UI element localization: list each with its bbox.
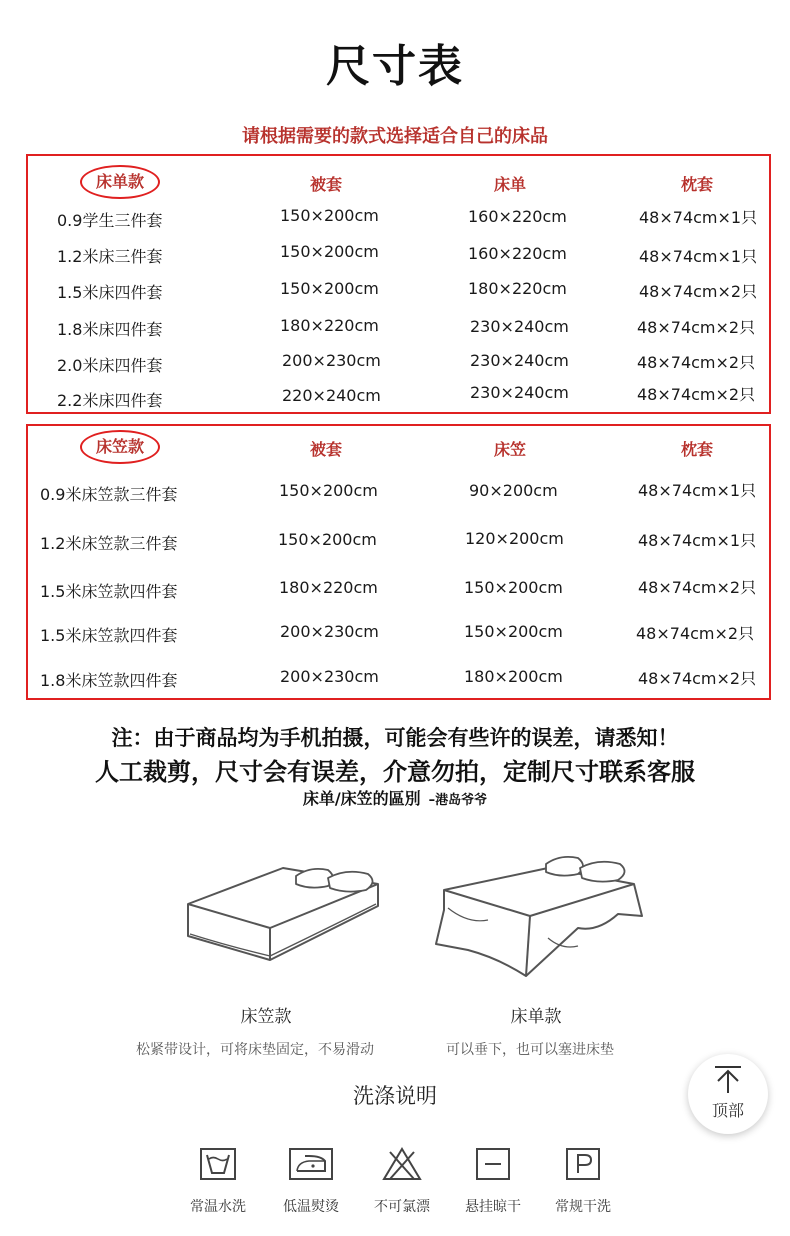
table-header-duvet: 被套 — [310, 440, 343, 459]
row-pillowcase-size: 48×74cm×2只 — [638, 669, 757, 688]
table-header-fitted-sheet: 床笠 — [494, 440, 527, 459]
care-label: 不可氯漂 — [374, 1199, 430, 1215]
care-item-hang — [453, 1146, 533, 1216]
row-duvet-size: 150×200cm — [279, 481, 378, 500]
table-header-sheet: 床单 — [494, 175, 527, 194]
fitted-sheet-table — [26, 424, 771, 700]
table-header-duvet: 被套 — [310, 175, 343, 194]
care-label: 常规干洗 — [555, 1199, 611, 1215]
disclaimer-cutting-note: 人工裁剪，尺寸会有误差，介意勿拍，定制尺寸联系客服 — [95, 758, 695, 786]
row-fitted-size: 150×200cm — [464, 578, 563, 597]
care-item-iron — [271, 1146, 351, 1216]
row-set-name: 0.9米床笠款三件套 — [40, 485, 178, 504]
row-set-name: 0.9学生三件套 — [57, 211, 163, 230]
row-sheet-size: 230×240cm — [470, 383, 569, 402]
care-item-bleach — [362, 1146, 442, 1216]
back-to-top-button[interactable] — [688, 1054, 768, 1134]
table-header-pillowcase: 枕套 — [681, 440, 714, 459]
row-fitted-size: 180×200cm — [464, 667, 563, 686]
flat-bed-name: 床单款 — [510, 1007, 562, 1027]
row-sheet-size: 230×240cm — [470, 351, 569, 370]
row-set-name: 2.0米床四件套 — [57, 356, 163, 375]
row-pillowcase-size: 48×74cm×1只 — [639, 247, 758, 266]
row-fitted-size: 90×200cm — [469, 481, 558, 500]
row-pillowcase-size: 48×74cm×1只 — [638, 481, 757, 500]
page-subtitle: 请根据需要的款式选择适合自己的床品 — [242, 126, 548, 147]
iron-low-icon — [287, 1146, 335, 1182]
row-duvet-size: 150×200cm — [278, 530, 377, 549]
fitted-bed-name: 床笠款 — [240, 1007, 292, 1027]
row-pillowcase-size: 48×74cm×2只 — [639, 282, 758, 301]
row-sheet-size: 160×220cm — [468, 244, 567, 263]
row-duvet-size: 150×200cm — [280, 206, 379, 225]
disclaimer-photo-note: 注：由于商品均为手机拍摄，可能会有些许的误差，请悉知！ — [111, 726, 679, 750]
row-duvet-size: 200×230cm — [282, 351, 381, 370]
row-set-name: 2.2米床四件套 — [57, 391, 163, 410]
difference-heading-text: 床单/床笠的區別 — [302, 789, 421, 808]
row-set-name: 1.5米床笠款四件套 — [40, 582, 178, 601]
care-item-wash — [178, 1146, 258, 1216]
row-duvet-size: 180×220cm — [280, 316, 379, 335]
row-sheet-size: 160×220cm — [468, 207, 567, 226]
row-duvet-size: 200×230cm — [280, 667, 379, 686]
page-title: 尺寸表 — [326, 41, 464, 92]
row-set-name: 1.8米床笠款四件套 — [40, 671, 178, 690]
row-sheet-size: 230×240cm — [470, 317, 569, 336]
fitted-bed-description: 松紧带设计，可将床垫固定，不易滑动 — [136, 1042, 374, 1058]
dry-clean-icon — [564, 1146, 602, 1182]
row-duvet-size: 220×240cm — [282, 386, 381, 405]
row-set-name: 1.2米床笠款三件套 — [40, 534, 178, 553]
row-sheet-size: 180×220cm — [468, 279, 567, 298]
row-pillowcase-size: 48×74cm×2只 — [637, 385, 756, 404]
row-duvet-size: 150×200cm — [280, 279, 379, 298]
row-pillowcase-size: 48×74cm×2只 — [637, 353, 756, 372]
care-label: 悬挂晾干 — [465, 1199, 521, 1215]
table-header-pillowcase: 枕套 — [681, 175, 714, 194]
row-duvet-size: 200×230cm — [280, 622, 379, 641]
flat-bed-description: 可以垂下，也可以塞进床垫 — [446, 1042, 614, 1058]
row-duvet-size: 150×200cm — [280, 242, 379, 261]
row-fitted-size: 150×200cm — [464, 622, 563, 641]
row-pillowcase-size: 48×74cm×2只 — [638, 578, 757, 597]
row-pillowcase-size: 48×74cm×1只 — [639, 208, 758, 227]
washing-instructions-title: 洗涤说明 — [353, 1084, 437, 1108]
hang-dry-icon — [474, 1146, 512, 1182]
row-pillowcase-size: 48×74cm×2只 — [636, 624, 755, 643]
row-set-name: 1.2米床三件套 — [57, 247, 163, 266]
wash-normal-icon — [198, 1146, 238, 1182]
difference-heading-sign: –港岛爷爷 — [428, 793, 488, 808]
care-label: 低温熨烫 — [283, 1199, 339, 1215]
arrow-up-icon — [688, 1064, 768, 1094]
back-to-top-label: 顶部 — [711, 1101, 744, 1120]
table-header-style: 床单款 — [80, 165, 160, 199]
row-duvet-size: 180×220cm — [279, 578, 378, 597]
row-set-name: 1.8米床四件套 — [57, 320, 163, 339]
flat-sheet-table — [26, 154, 771, 414]
table-header-style: 床笠款 — [80, 430, 160, 464]
row-fitted-size: 120×200cm — [465, 529, 564, 548]
care-item-dryclean — [543, 1146, 623, 1216]
row-pillowcase-size: 48×74cm×2只 — [637, 318, 756, 337]
row-pillowcase-size: 48×74cm×1只 — [638, 531, 757, 550]
flat-bed-illustration — [428, 850, 648, 980]
row-set-name: 1.5米床四件套 — [57, 283, 163, 302]
no-bleach-icon — [381, 1146, 423, 1182]
care-label: 常温水洗 — [190, 1199, 246, 1215]
fitted-bed-illustration — [178, 848, 388, 968]
difference-heading — [0, 786, 790, 809]
row-set-name: 1.5米床笠款四件套 — [40, 626, 178, 645]
